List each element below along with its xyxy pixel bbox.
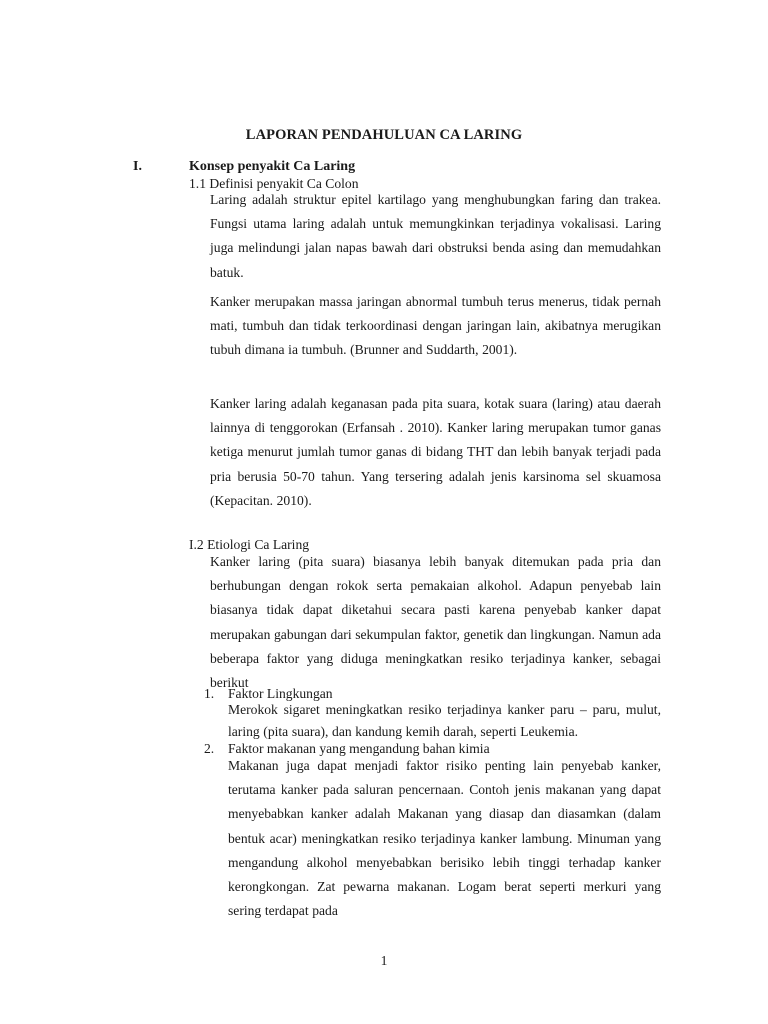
paragraph-etiology: Kanker laring (pita suara) biasanya lebih banyak ditemukan pada pria dan berhubungan dengan rokok serta pemakaian alkohol. Adapun penyebab lain biasanya tidak dapat diketahui secara pasti karena penyebab kanker dapat merupakan gabungan dari sekumpulan faktor, genetik dan lingkungan. Namun ada beberapa faktor yang diduga meningkatkan resiko terjadinya kanker, sebagai berikut bbox=[210, 554, 661, 691]
paragraph-laring-definition: Laring adalah struktur epitel kartilago yang menghubungkan faring dan trakea. Fungsi utama laring adalah untuk memungkinkan terjadinya vokalisasi. Laring juga melindungi jalan napas bawah dari obstruksi benda asing dan memudahkan batuk. bbox=[210, 192, 661, 280]
list-item-label: Faktor makanan yang mengandung bahan kimia bbox=[228, 741, 490, 756]
list-item-number: 1. bbox=[204, 686, 215, 701]
list-item-label: Faktor Lingkungan bbox=[228, 686, 333, 701]
paragraph-kanker-laring: Kanker laring adalah keganasan pada pita suara, kotak suara (laring) atau daerah lainnya di tenggorokan (Erfansah . 2010). Kanker laring merupakan tumor ganas ketiga menurut jumlah tumor ganas di bidang THT dan lebih banyak terjadi pada pria berusia 50-70 tahun. Yang tersering adalah jenis karsinoma sel skuamosa (Kepacitan. 2010). bbox=[210, 396, 661, 508]
section-number: I. bbox=[133, 159, 142, 174]
page-number: 1 bbox=[380, 953, 388, 968]
subsection-heading-etiology: I.2 Etiologi Ca Laring bbox=[189, 537, 310, 552]
list-item-text: Merokok sigaret meningkatkan resiko terjadinya kanker paru – paru, mulut, laring (pita suara), dan kandung kemih darah, seperti Leukemia. bbox=[228, 702, 661, 739]
document-title: LAPORAN PENDAHULUAN CA LARING bbox=[245, 127, 523, 143]
paragraph-kanker-definition: Kanker merupakan massa jaringan abnormal tumbuh terus menerus, tidak pernah mati, tumbuh dan tidak terkoordinasi dengan jaringan lain, akibatnya merugikan tubuh dimana ia tumbuh. (Brunner and Suddarth, 2001). bbox=[210, 294, 661, 358]
subsection-heading-definition: 1.1 Definisi penyakit Ca Colon bbox=[189, 176, 359, 191]
list-item-number: 2. bbox=[204, 741, 215, 756]
section-title: Konsep penyakit Ca Laring bbox=[189, 159, 356, 174]
list-item-text: Makanan juga dapat menjadi faktor risiko penting lain penyebab kanker, terutama kanker pada saluran pencernaan. Contoh jenis makanan yang dapat menyebabkan kanker adalah Makanan yang diasap dan diasamkan (dalam bentuk acar) meningkatkan resiko terjadinya kanker lambung. Minuman yang mengandung alkohol menyebabkan berisiko lebih tinggi terhadap kanker kerongkongan. Zat pewarna makanan. Logam berat seperti merkuri yang sering terdapat pada bbox=[228, 758, 661, 919]
